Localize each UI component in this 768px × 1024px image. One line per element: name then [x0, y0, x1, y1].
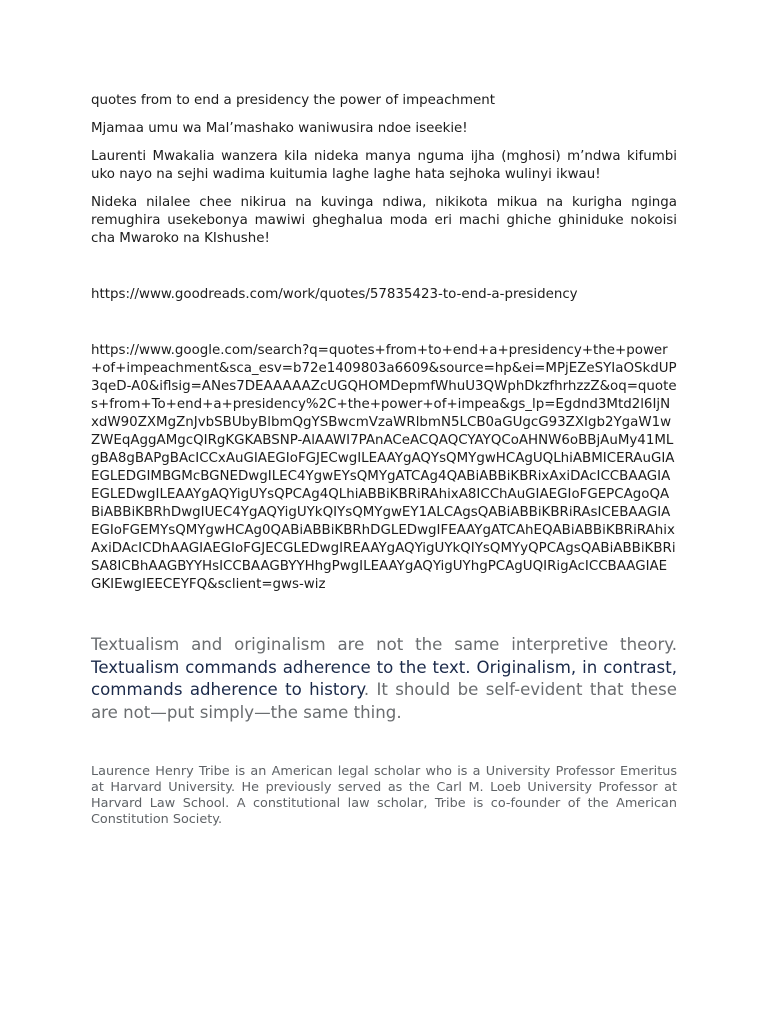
author-bio: Laurence Henry Tribe is an American legal scholar who is a University Professor Emeritus at Harvard University. He previously served as the Carl M. Loeb University Professor at Harvard Law School. A constitutional law scholar, Tribe is co-founder of the American Constitution Society. [91, 764, 677, 827]
paragraph-mjamaa: Mjamaa umu wa Mal’mashako waniwusira ndoe iseekie! [91, 121, 468, 136]
goodreads-url: https://www.goodreads.com/work/quotes/57835423-to-end-a-presidency [91, 287, 578, 302]
textualism-quote [91, 634, 677, 724]
document-title-line: quotes from to end a presidency the power of impeachment [91, 93, 495, 108]
paragraph-laurenti: Laurenti Mwakalia wanzera kila nideka manya nguma ijha (mghosi) m’ndwa kifumbi uko nayo na sejhi wadima kuitumia laghe laghe hata sejhoka wulinyi ikwau! [91, 149, 677, 182]
document-page [91, 92, 677, 841]
paragraph-nideka: Nideka nilalee chee nikirua na kuvinga ndiwa, nikikota mikua na kurigha nginga remughira usekebonya mawiwi gheghalua moda eri machi ghiche ghiniduke nokoisi cha Mwaroko na KIshushe! [91, 195, 677, 246]
quote-emphasis: Textualism commands adherence to the text. Originalism, in contrast, commands adherence to history [91, 657, 677, 699]
google-search-url: https://www.google.com/search?q=quotes+from+to+end+a+presidency+the+power+of+impeachment&sca_esv=b72e1409803a6609&source=hp&ei=MPjEZeSYIaOSkdUP3qeD-A0&iflsig=ANes7DEAAAAAZcUGQHOMDepmfWhuU3QWphDkzfhrhzzZ&oq=quotes+from+To+end+a+presidency%2C+the+power+of+impea&gs_lp=Egdnd3Mtd2l6IjNxdW90ZXMgZnJvbSBUbyBlbmQgYSBwcmVzaWRlbmN5LCB0aGUgcG93ZXIgb2YgaW1wZWEqAggAMgcQIRgKGKABSNP-AlAAWI7PAnACeACQAQCYAYQCoAHNW6oBBjAuMy41MLgBA8gBAPgBAcICCxAuGIAEGIoFGJECwgILEAAYgAQYsQMYgwHCAgUQLhiABMICERAuGIAEGLEDGIMBGMcBGNEDwgILEC4YgwEYsQMYgATCAg4QABiABBiKBRixAxiDAcICCBAAGIAEGLEDwgILEAAYgAQYigUYsQPCAg4QLhiABBiKBRiRAhixA8ICChAuGIAEGIoFGEPCAgoQABiABBiKBRhDwgIUEC4YgAQYigUYkQIYsQMYgwEY1ALCAgsQABiABBiKBRiRAsICEBAAGIAEGIoFGEMYsQMYgwHCAg0QABiABBiKBRhDGLEDwgIFEAAYgATCAhEQABiABBiKBRiRAhixAxiDAcICDhAAGIAEGIoFGJECGLEDwgIREAAYgAQYigUYkQIYsQMYyQPCAgsQABiABBiKBRiSA8ICBhAAGBYYHsICCBAAGBYYHhgPwgILEAAYgAQYigUYhgPCAgUQIRigAcICCBAAGIAEGKIEwgIEECEYFQ&sclient=gws-wiz [91, 343, 677, 592]
quote-part-3: . It should be self-evident that these are not—put simply—the same thing. [91, 680, 677, 722]
quote-part-1: Textualism and originalism are not the same interpretive theory. [91, 635, 677, 654]
